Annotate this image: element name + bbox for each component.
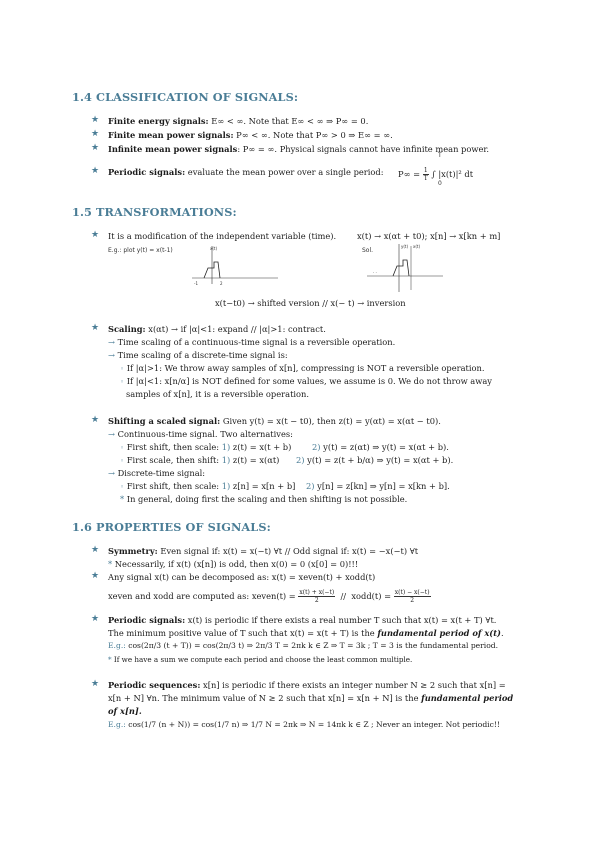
star-bullet-icon: ★ [91,545,100,555]
svg-text:2: 2 [220,281,223,286]
star-bullet-icon: ★ [91,614,100,624]
star-bullet-icon: ★ [91,415,100,425]
scaling-sub-4: ◦ If |α|<1: x[n/α] is NOT defined for some values, we assume is 0. We do not throw away [120,376,492,386]
periodic-signals-fundamental: The minimum positive value of T such that x(t) = x(t + T) is the fundamental period of x(t). [108,628,504,638]
shifting-sub-2: ◦ First shift, then scale: 1) z(t) = x(t + b) [120,442,292,452]
mean-power-formula: P∞ = $\frac{1}{T}$ ∫ |x(t)|² dt [398,167,474,182]
finite-power-line: Finite mean power signals: P∞ < ∞. Note that P∞ > 0 ⇒ E∞ = ∞. [108,130,393,140]
svg-text:· ·: · · [373,270,377,275]
shifting-sub-3: ◦ First scale, then shift: 1) z(t) = x(αt) [120,455,280,465]
circle-bullet-icon: ◦ [120,365,125,373]
svg-text:x(t): x(t) [413,244,421,249]
heading-1-5: 1.5 TRANSFORMATIONS: [72,205,237,219]
asterisk-icon: * [120,494,125,504]
shifting-sub-6: * In general, doing first the scaling and then shifting is not possible. [120,494,408,504]
scaling-sub-1: → Time scaling of a continuous-time signal is a reversible operation. [108,337,396,347]
transform-intro: It is a modification of the independent variable (time). [108,231,337,241]
transform-caption: x(t−t0) → shifted version // x(− t) → inversion [215,298,406,308]
asterisk-icon: * [108,559,113,569]
scaling-line: Scaling: x(αt) → if |α|<1: expand // |α|>1: contract. [108,324,326,334]
star-bullet-icon: ★ [91,571,100,581]
example-label: E.g.: plot y(t) = x(t-1) [108,247,173,254]
plot-original-signal [190,240,280,290]
periodic-sequences-fundamental: x[n + N] ∀n. The minimum value of N ≥ 2 such that x[n] = x[n + N] is the fundamental period [108,693,514,703]
star-bullet-icon: ★ [91,129,100,139]
circle-bullet-icon: ◦ [120,483,125,491]
arrow-icon: → [108,468,115,478]
circle-bullet-icon: ◦ [120,444,125,452]
shifting-sub-5: ◦ First shift, then scale: 1) z[n] = x[n + b] [120,481,296,491]
svg-text:x(t): x(t) [210,246,218,251]
shifting-sub-2b: 2) y(t) = z(αt) ⇒ y(t) = x(αt + b). [312,442,449,452]
shifting-sub-4: → Discrete-time signal: [108,468,206,478]
star-bullet-icon: ★ [91,166,100,176]
periodic-signals-def: Periodic signals: x(t) is periodic if there exists a real number T such that x(t) = x(t + T) ∀t. [108,615,497,625]
shifting-sub-3b: 2) y(t) = z(t + b/α) ⇒ y(t) = x(αt + b). [296,455,454,465]
scaling-sub-5: samples of x[n], it is a reversible operation. [126,389,310,399]
transform-formula: x(t) → x(αt + t0); x[n] → x[kn + m] [357,231,501,241]
periodic-signals-example: E.g.: cos(2π/3 (t + T)) = cos(2π/3 t) ⇒ 2π/3 T = 2πk k ∈ Z ⇒ T = 3k ; T = 3 is the fundamental period. [108,641,499,650]
scaling-sub-2: → Time scaling of a discrete-time signal is: [108,350,288,360]
infinite-power-line: Infinite mean power signals: P∞ = ∞. Physical signals cannot have infinite mean power. [108,144,490,154]
asterisk-icon: * [108,655,112,664]
shifting-sub-1: → Continuous-time signal. Two alternatives: [108,429,293,439]
star-bullet-icon: ★ [91,230,100,240]
star-bullet-icon: ★ [91,143,100,153]
symmetry-note: * Necessarily, if x(t) (x[n]) is odd, then x(0) = 0 (x[0] = 0)!!! [108,559,359,569]
circle-bullet-icon: ◦ [120,378,125,386]
finite-energy-line: Finite energy signals: E∞ < ∞. Note that E∞ < ∞ ⇒ P∞ = 0. [108,116,369,126]
solution-label: Sol. [362,247,374,254]
integral-lower-limit: 0 [438,180,442,187]
periodic-signals-note: * If we have a sum we compute each period and choose the least common multiple. [108,655,413,664]
arrow-icon: → [108,350,115,360]
periodic-sequences-example: E.g.: cos(1/7 (n + N)) = cos(1/7 n) ⇒ 1/7 N = 2πk ⇒ N = 14πk k ∈ Z ; Never an integer. Not periodic!! [108,720,500,729]
shifting-sub-5b: 2) y[n] = z[kn] ⇒ y[n] = x[kn + b]. [306,481,450,491]
integral-upper-limit: T [438,152,442,159]
periodic-sequences-of-xn: of x[n]. [108,706,142,716]
periodic-sequences-def: Periodic sequences: x[n] is periodic if there exists an integer number N ≥ 2 such that x[n] = [108,680,506,690]
svg-text:y(t): y(t) [401,244,409,249]
decomposition-formulas: xeven and xodd are computed as: xeven(t) = $\frac{x(t) + x(-t)}{2}$ // xodd(t) = $\frac{x(t) - x(-t)}{2}$ [108,589,430,604]
star-bullet-icon: ★ [91,323,100,333]
heading-1-4: 1.4 CLASSIFICATION OF SIGNALS: [72,90,299,104]
arrow-icon: → [108,337,115,347]
heading-1-6: 1.6 PROPERTIES OF SIGNALS: [72,520,271,534]
symmetry-line: Symmetry: Even signal if: x(t) = x(−t) ∀t // Odd signal if: x(t) = −x(−t) ∀t [108,546,419,556]
arrow-icon: → [108,429,115,439]
star-bullet-icon: ★ [91,115,100,125]
circle-bullet-icon: ◦ [120,457,125,465]
scaling-sub-3: ◦ If |α|>1: We throw away samples of x[n], compressing is NOT a reversible operation. [120,363,485,373]
svg-text:-1: -1 [194,281,198,286]
plot-shifted-signal [365,240,445,295]
shifting-line: Shifting a scaled signal: Given y(t) = x(t − t0), then z(t) = y(αt) = x(αt − t0). [108,416,441,426]
periodic-signals-line: Periodic signals: evaluate the mean power over a single period: [108,167,384,177]
star-bullet-icon: ★ [91,679,100,689]
decomposition-line: Any signal x(t) can be decomposed as: x(t) = xeven(t) + xodd(t) [108,572,376,582]
